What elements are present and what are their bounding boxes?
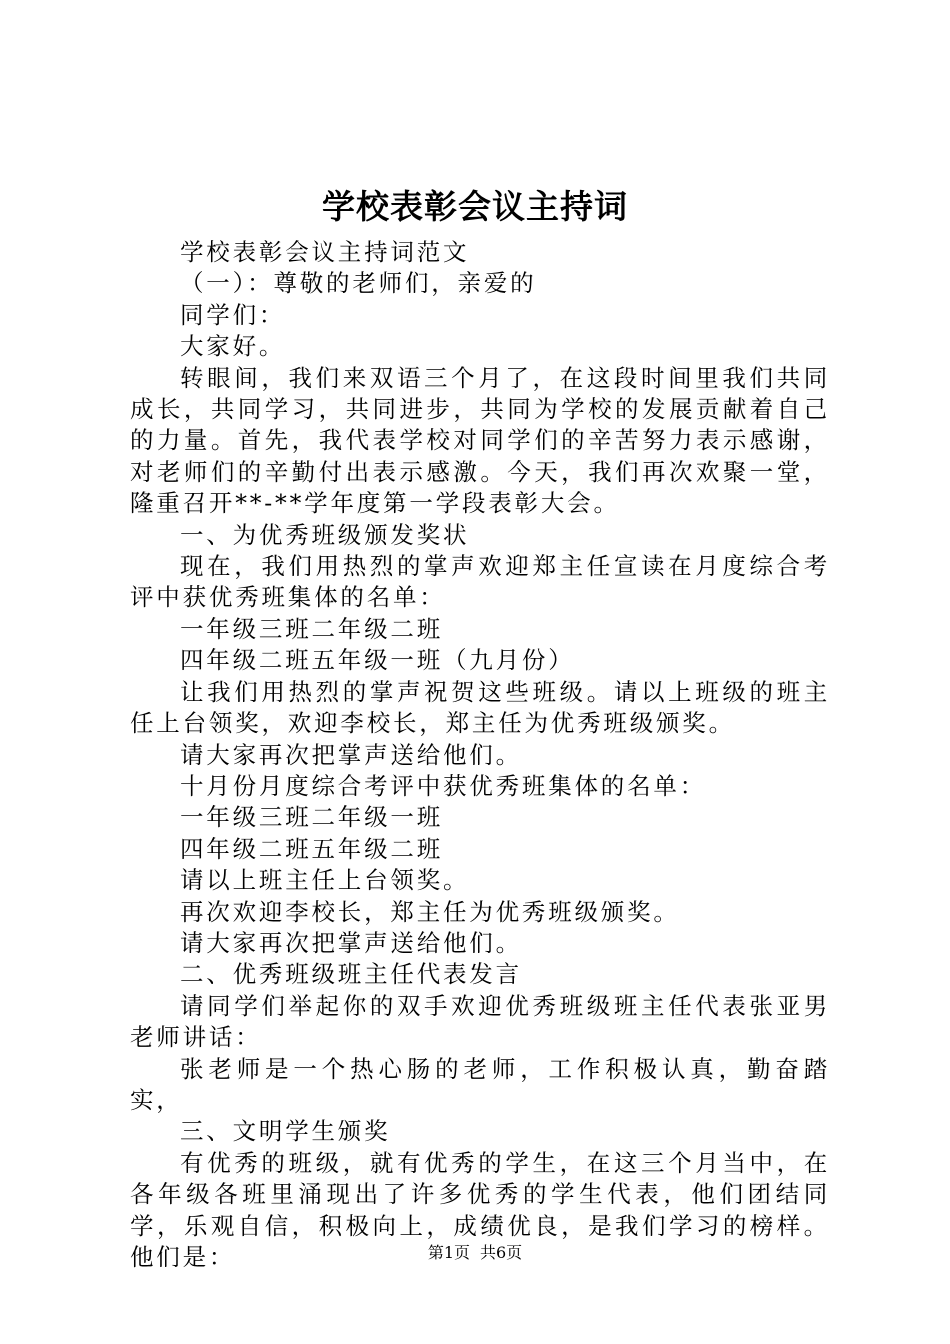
paragraph-hello: 大家好。 <box>180 332 286 361</box>
document-body <box>130 237 830 1273</box>
paragraph-subtitle: 学校表彰会议主持词范文 <box>180 238 470 266</box>
paragraph-classes-3: 一年级三班二年级一班 <box>180 803 443 832</box>
page-total: 共6页 <box>480 1243 523 1262</box>
paragraph-october-list: 十月份月度综合考评中获优秀班集体的名单： <box>180 771 706 800</box>
paragraph-classes-2: 四年级二班五年级一班（九月份） <box>180 646 575 675</box>
paragraph-come-up: 请以上班主任上台领奖。 <box>180 866 470 895</box>
paragraph-greeting-students: 同学们： <box>180 300 286 329</box>
paragraph-teacher-speech: 请同学们举起你的双手欢迎优秀班级班主任代表张亚男老师讲话： <box>130 991 830 1052</box>
paragraph-classes-1: 一年级三班二年级二班 <box>180 614 443 643</box>
paragraph-congratulate: 让我们用热烈的掌声祝贺这些班级。请以上班级的班主任上台领奖，欢迎李校长，郑主任为优秀班级颁奖。 <box>130 677 830 738</box>
section-heading-2: 二、优秀班级班主任代表发言 <box>180 960 522 989</box>
paragraph-applause-2: 请大家再次把掌声送给他们。 <box>180 928 522 957</box>
document-title: 学校表彰会议主持词 <box>322 187 628 226</box>
section-heading-1: 一、为优秀班级颁发奖状 <box>180 520 470 549</box>
paragraph-classes-4: 四年级二班五年级二班 <box>180 834 443 863</box>
paragraph-announce: 现在，我们用热烈的掌声欢迎郑主任宣读在月度综合考评中获优秀班集体的名单： <box>130 552 830 612</box>
paragraph-intro: 转眼间，我们来双语三个月了，在这段时间里我们共同成长，共同学习，共同进步，共同为学校的发展贡献着自己的力量。首先，我代表学校对同学们的辛苦努力表示感谢，对老师们的辛勤付出表示感激。今天，我们再次欢聚一堂，隆重召开**-**学年度第一学段表彰大会。 <box>130 363 830 518</box>
paragraph-greeting: （一）：尊敬的老师们，亲爱的 <box>180 269 537 298</box>
paragraph-applause-1: 请大家再次把掌声送给他们。 <box>180 740 522 769</box>
paragraph-welcome-again: 再次欢迎李校长，郑主任为优秀班级颁奖。 <box>180 897 680 926</box>
paragraph-students: 有优秀的班级，就有优秀的学生，在这三个月当中，在各年级各班里涌现出了许多优秀的学生代表，他们团结同学，乐观自信，积极向上，成绩优良，是我们学习的榜样。他们是： <box>130 1148 830 1271</box>
page-number: 第1页 <box>427 1243 470 1262</box>
page-footer <box>0 1242 950 1264</box>
paragraph-teacher-intro: 张老师是一个热心肠的老师，工作积极认真，勤奋踏实， <box>130 1054 830 1114</box>
section-heading-3: 三、文明学生颁奖 <box>180 1117 391 1146</box>
